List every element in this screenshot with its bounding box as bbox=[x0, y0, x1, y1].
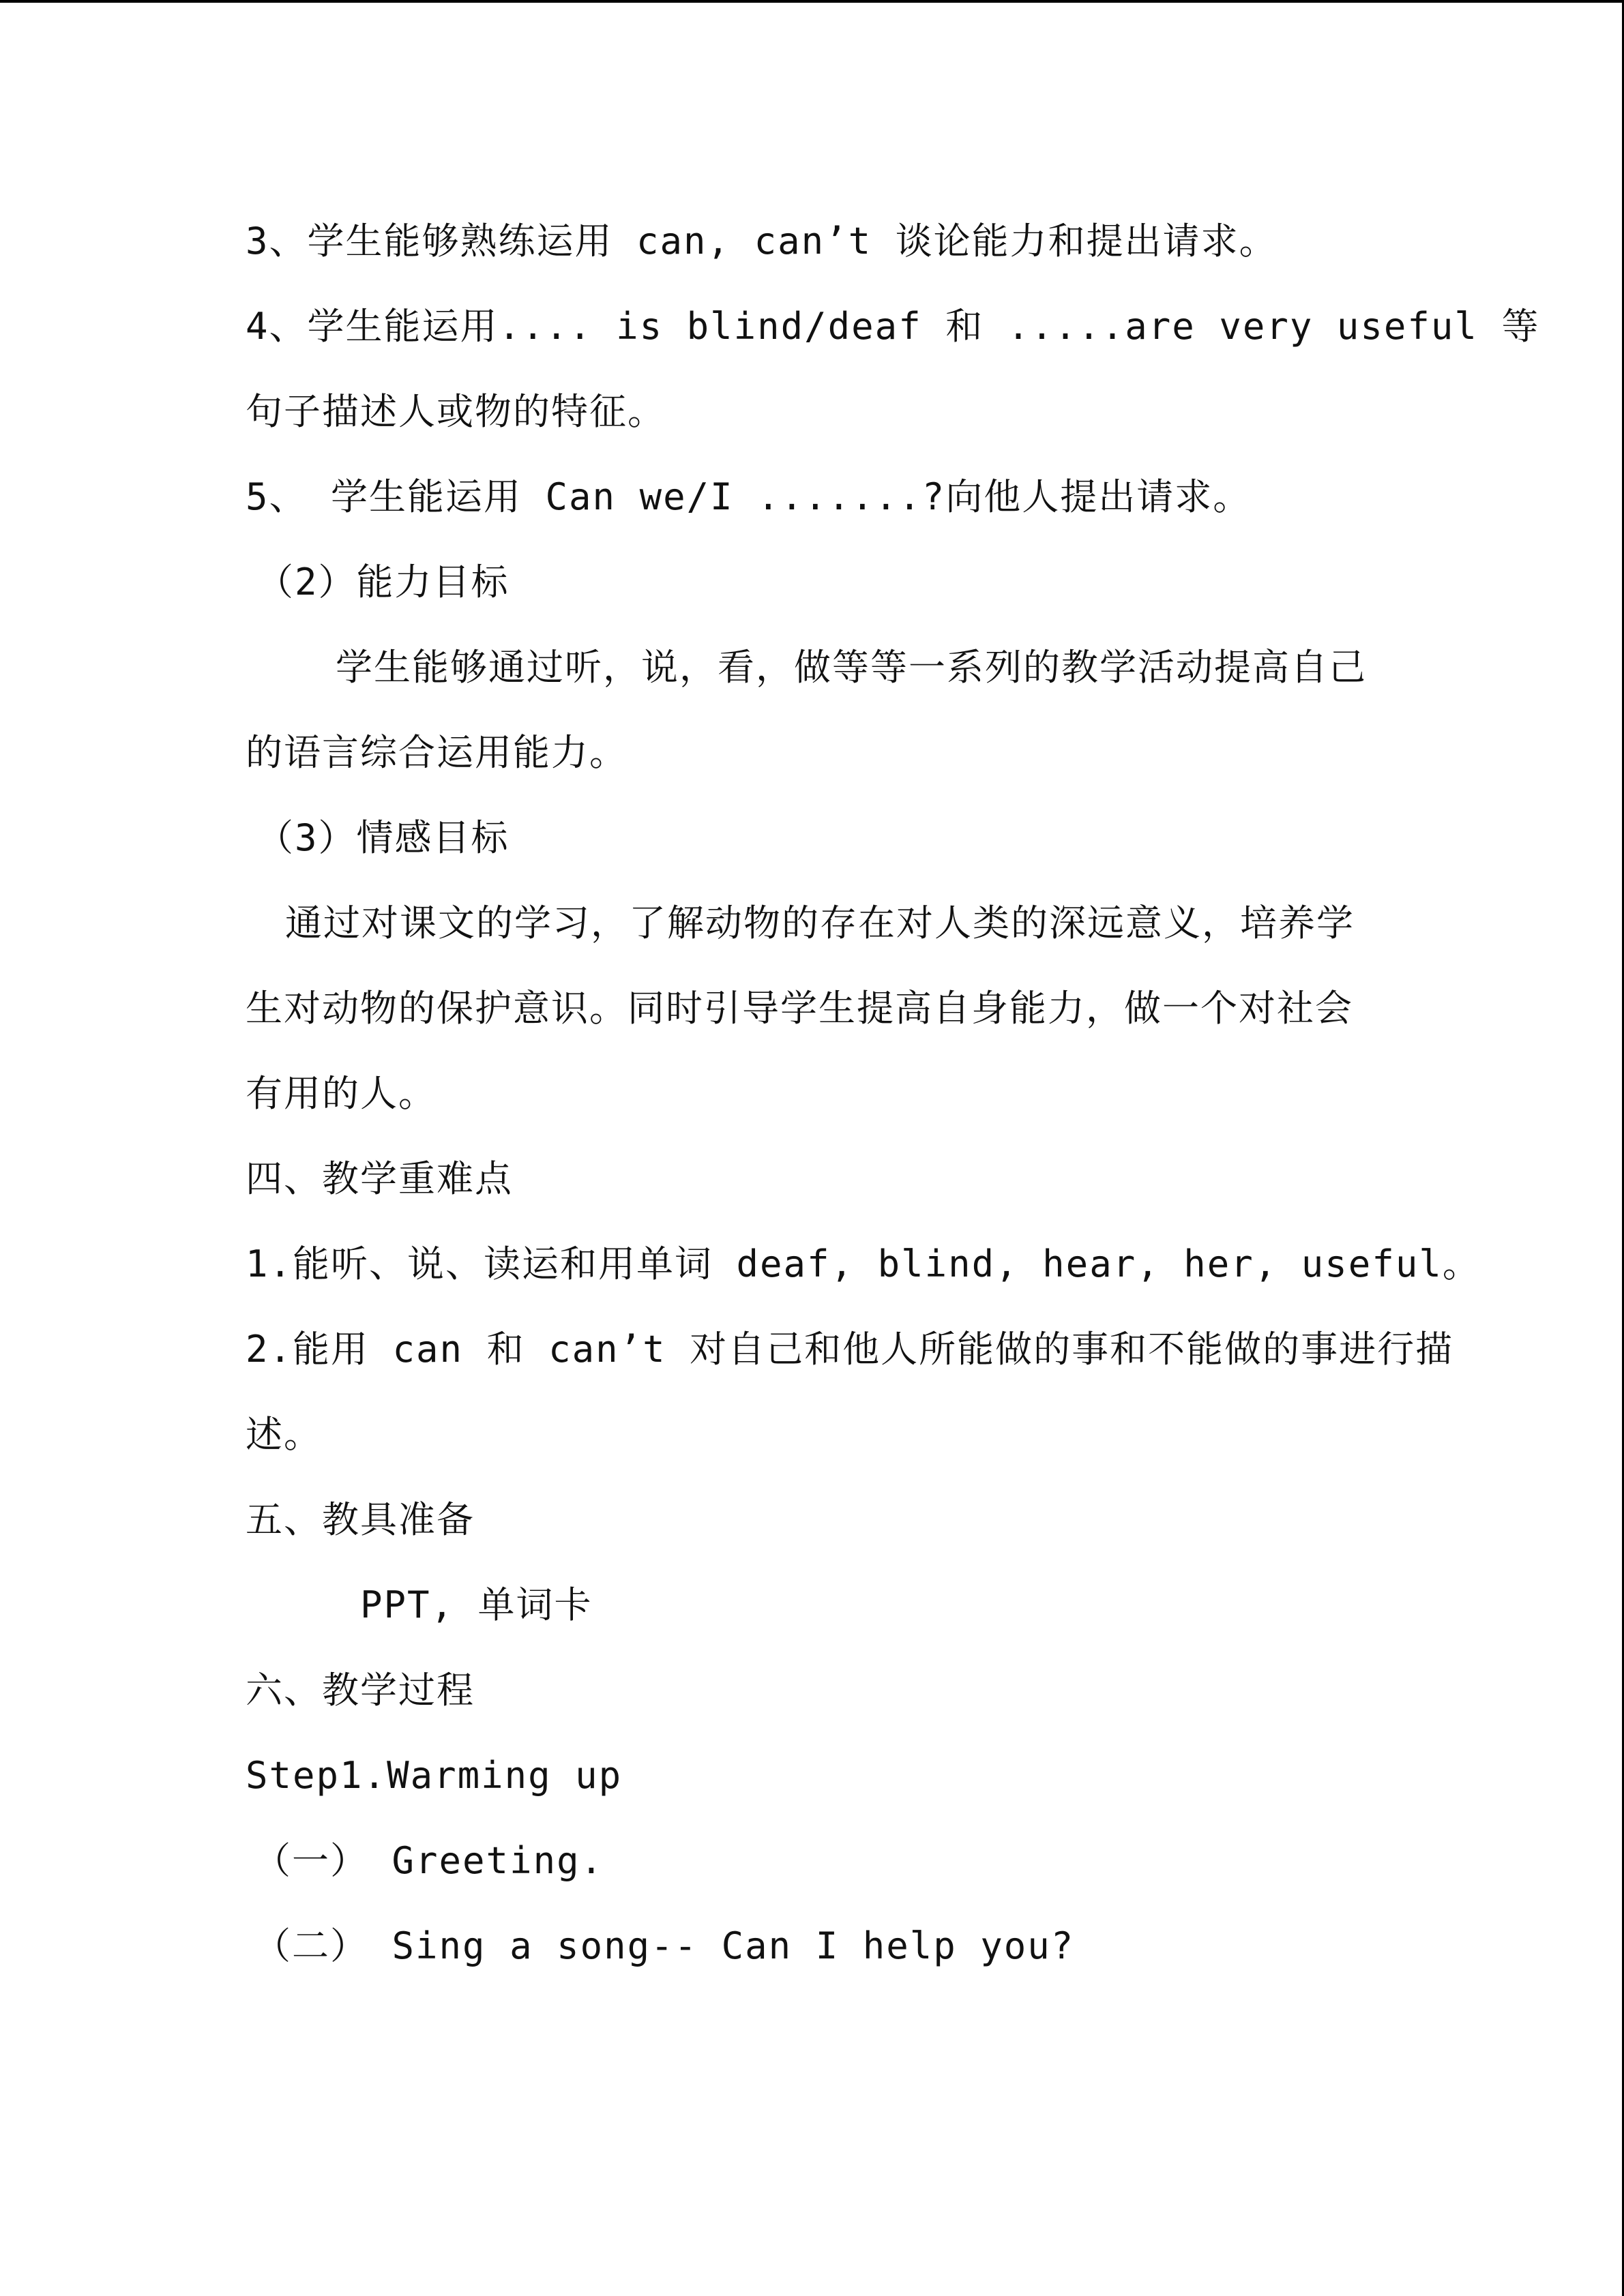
key-point-1: 1.能听、说、读运和用单词 deaf, blind, hear, her, useful。 bbox=[246, 1242, 1481, 1285]
process-heading: 六、教学过程 bbox=[246, 1669, 475, 1712]
materials-heading: 五、教具准备 bbox=[246, 1498, 475, 1541]
ability-objective-heading: （2）能力目标 bbox=[256, 561, 510, 603]
emotion-objective-line-2: 生对动物的保护意识。同时引导学生提高自身能力，做一个对社会 bbox=[246, 987, 1353, 1030]
process-sub-greeting: （一） Greeting. bbox=[254, 1839, 604, 1882]
emotion-objective-line-1: 通过对课文的学习，了解动物的存在对人类的深远意义，培养学 bbox=[285, 901, 1355, 944]
objective-item-5: 5、 学生能运用 Can we/I .......?向他人提出请求。 bbox=[246, 475, 1252, 518]
key-point-2-line-2: 述。 bbox=[246, 1413, 322, 1456]
ability-objective-line-2: 的语言综合运用能力。 bbox=[246, 731, 628, 774]
key-point-2-line-1: 2.能用 can 和 can’t 对自己和他人所能做的事和不能做的事进行描 bbox=[246, 1328, 1454, 1371]
materials-items: PPT, 单词卡 bbox=[360, 1583, 593, 1626]
process-sub-song: （二） Sing a song-- Can I help you? bbox=[254, 1924, 1075, 1967]
key-points-heading: 四、教学重难点 bbox=[246, 1157, 513, 1200]
ability-objective-line-1: 学生能够通过听，说，看，做等等一系列的教学活动提高自己 bbox=[336, 646, 1367, 689]
process-step-1: Step1.Warming up bbox=[246, 1754, 623, 1797]
emotion-objective-line-3: 有用的人。 bbox=[246, 1072, 437, 1115]
objective-item-4-line-2: 句子描述人或物的特征。 bbox=[246, 390, 666, 433]
emotion-objective-heading: （3）情感目标 bbox=[256, 816, 510, 859]
objective-item-4-line-1: 4、学生能运用.... is blind/deaf 和 .....are very useful 等 bbox=[246, 305, 1540, 348]
objective-item-3: 3、学生能够熟练运用 can, can’t 谈论能力和提出请求。 bbox=[246, 220, 1278, 263]
